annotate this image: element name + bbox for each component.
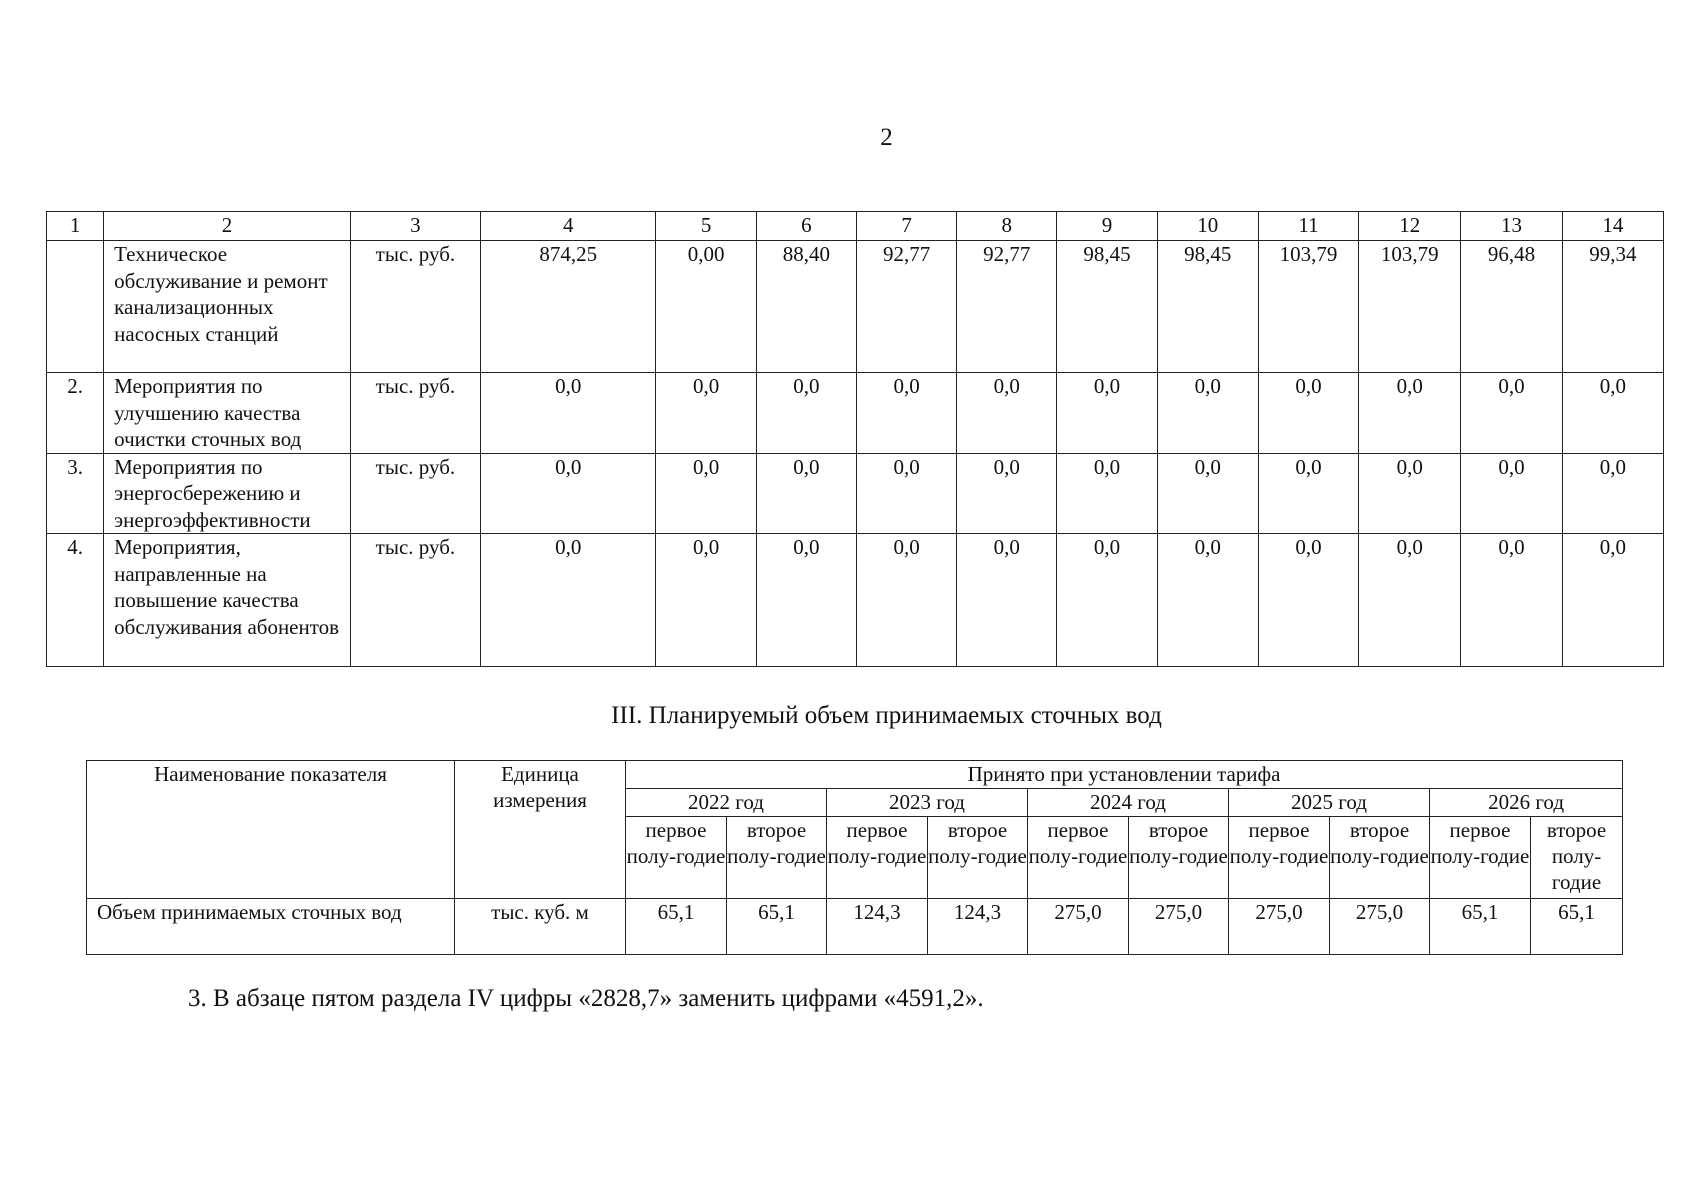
row-value: 0,0 [957,453,1057,534]
column-number: 13 [1461,212,1562,241]
header-year: 2025 год [1229,789,1430,817]
header-half-first: первое полу-годие [626,817,727,899]
page-number: 2 [880,124,893,151]
row-value: 103,79 [1359,241,1461,373]
row-value: 0,0 [856,373,956,454]
row-unit: тыс. руб. [350,373,480,454]
header-half-first: первое полу-годие [1430,817,1531,899]
row-value: 0,0 [957,534,1057,667]
header-half-second: второе полу-годие [1129,817,1229,899]
row-value: 0,0 [1157,373,1258,454]
row-value: 0,0 [481,373,656,454]
column-number: 3 [350,212,480,241]
row-value: 0,0 [1258,534,1358,667]
row-value: 0,00 [656,241,756,373]
row-value: 65,1 [727,899,827,955]
row-value: 0,0 [1258,453,1358,534]
row-value: 103,79 [1258,241,1358,373]
table-header-row [87,761,1623,789]
row-value: 65,1 [1531,899,1623,955]
row-unit: тыс. руб. [350,534,480,667]
column-number: 6 [756,212,856,241]
header-unit: Единица измерения [455,761,626,899]
header-year: 2024 год [1028,789,1229,817]
column-number: 1 [47,212,104,241]
row-value: 0,0 [1461,534,1562,667]
column-number: 12 [1359,212,1461,241]
row-name: Объем принимаемых сточных вод [87,899,455,955]
header-half-first: первое полу-годие [1028,817,1129,899]
row-value: 0,0 [756,453,856,534]
expenses-table [46,211,1664,667]
row-number: 3. [47,453,104,534]
row-unit: тыс. руб. [350,453,480,534]
row-value: 92,77 [856,241,956,373]
row-unit: тыс. куб. м [455,899,626,955]
row-value: 874,25 [481,241,656,373]
header-half-first: первое полу-годие [827,817,928,899]
row-value: 0,0 [481,534,656,667]
column-number: 10 [1157,212,1258,241]
row-value: 0,0 [856,453,956,534]
row-value: 0,0 [1057,373,1157,454]
row-value: 124,3 [827,899,928,955]
row-value: 275,0 [1028,899,1129,955]
row-value: 0,0 [656,453,756,534]
row-name: Техническое обслуживание и ремонт канализационных насосных станций [104,241,351,373]
header-year: 2026 год [1430,789,1623,817]
header-year: 2023 год [827,789,1028,817]
header-half-second: второе полу-годие [1330,817,1430,899]
table-row [47,373,1664,454]
row-value: 0,0 [1562,373,1663,454]
row-value: 65,1 [1430,899,1531,955]
row-value: 98,45 [1157,241,1258,373]
row-value: 92,77 [957,241,1057,373]
row-name: Мероприятия, направленные на повышение качества обслуживания абонентов [104,534,351,667]
table-header-row [47,212,1664,241]
header-year: 2022 год [626,789,827,817]
section-title: III. Планируемый объем принимаемых сточных вод [611,702,1162,729]
table-row [47,534,1664,667]
row-value: 0,0 [656,373,756,454]
row-value: 275,0 [1229,899,1330,955]
row-value: 0,0 [1057,453,1157,534]
row-value: 0,0 [1157,534,1258,667]
row-value: 0,0 [1562,453,1663,534]
row-value: 0,0 [1359,453,1461,534]
header-half-first: первое полу-годие [1229,817,1330,899]
row-value: 0,0 [1157,453,1258,534]
header-half-second: второе полу-годие [928,817,1028,899]
row-unit: тыс. руб. [350,241,480,373]
column-number: 11 [1258,212,1358,241]
row-value: 0,0 [1258,373,1358,454]
row-value: 99,34 [1562,241,1663,373]
row-value: 0,0 [957,373,1057,454]
row-value: 0,0 [1562,534,1663,667]
row-name: Мероприятия по улучшению качества очистки сточных вод [104,373,351,454]
row-value: 0,0 [856,534,956,667]
row-value: 275,0 [1129,899,1229,955]
column-number: 7 [856,212,956,241]
header-half-second: второе полу-годие [1531,817,1623,899]
table-row [47,241,1664,373]
row-value: 0,0 [1359,373,1461,454]
column-number: 14 [1562,212,1663,241]
row-number [47,241,104,373]
amendment-paragraph: 3. В абзаце пятом раздела IV цифры «2828,7» заменить цифрами «4591,2». [188,985,984,1012]
header-indicator-name: Наименование показателя [87,761,455,899]
header-tariff-group: Принято при установлении тарифа [626,761,1623,789]
column-number: 5 [656,212,756,241]
row-value: 0,0 [756,373,856,454]
row-value: 96,48 [1461,241,1562,373]
row-value: 0,0 [1461,373,1562,454]
column-number: 8 [957,212,1057,241]
row-value: 0,0 [756,534,856,667]
row-value: 124,3 [928,899,1028,955]
row-number: 4. [47,534,104,667]
row-value: 65,1 [626,899,727,955]
row-value: 0,0 [1359,534,1461,667]
row-value: 275,0 [1330,899,1430,955]
row-value: 0,0 [1057,534,1157,667]
table-row [87,899,1623,955]
column-number: 4 [481,212,656,241]
row-value: 88,40 [756,241,856,373]
row-value: 0,0 [1461,453,1562,534]
row-name: Мероприятия по энергосбережению и энергоэффективности [104,453,351,534]
column-number: 9 [1057,212,1157,241]
wastewater-volume-table [86,760,1623,955]
row-value: 0,0 [481,453,656,534]
row-number: 2. [47,373,104,454]
table-row [47,453,1664,534]
column-number: 2 [104,212,351,241]
header-half-second: второе полу-годие [727,817,827,899]
row-value: 98,45 [1057,241,1157,373]
row-value: 0,0 [656,534,756,667]
